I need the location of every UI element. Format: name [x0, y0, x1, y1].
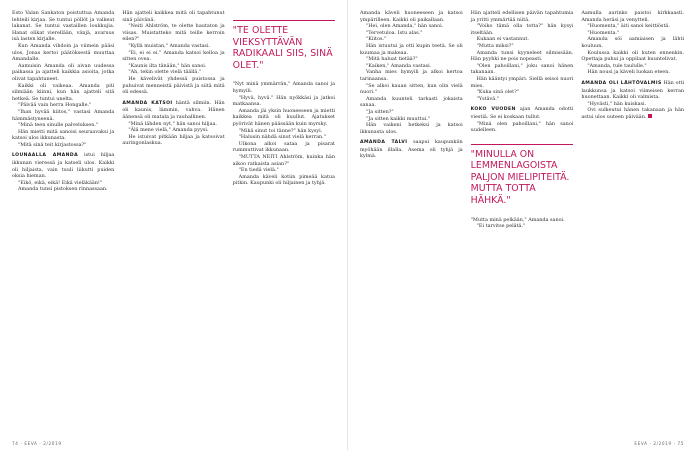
paragraph: "Minä olen pahoillani," hän sanoi uudelleen. [470, 120, 574, 134]
section-caps: AMANDA TALVI [360, 140, 408, 146]
paragraph: He kävelivät yhdessä puistossa ja puhuivat menneistä päivistä ja siitä mitä oli edessä. [122, 75, 225, 96]
paragraph: Aamulla aurinko paistoi kirkkaasti. Amanda heräsi ja venytteli. [581, 10, 685, 23]
paragraph: "Tervetuloa. Istu alas." [366, 29, 423, 36]
paragraph: Amanda söi aamiaisen ja lähti kouluun. [581, 36, 685, 49]
folio-right: EEVA · 2/2019 · 75 [634, 441, 684, 446]
paragraph: Vanha mies hymyili ja alkoi kertoa tarinaansa. [360, 69, 463, 82]
section-start [12, 152, 114, 179]
paragraph: Amanda käveli kotiin pimeää katua pitkin. Kaupunki oli hiljainen ja tyhjä. [232, 173, 335, 187]
paragraph-text: Ovi sulkeutui hänen takanaan ja hän astui ulos uuteen päivään. [581, 107, 685, 120]
paragraph: Ulkona alkoi sataa ja pisarat rummuttivat ikkunaan. [232, 140, 335, 154]
paragraph [581, 107, 684, 120]
paragraph: "Nyt minä ymmärrän," Amanda sanoi ja hymyili. [232, 81, 335, 94]
paragraph: "Ei tarvitse pelätä." [476, 223, 526, 230]
paragraph: "MUTTA NEITI Ahlström, kuinka hän aikoo ratkaista asian?" [232, 153, 335, 167]
paragraph: häntä silmiin. Hän oli kaunis, lämmin, vahva. Hänen äänensä oli matala ja rauhallinen. [122, 99, 225, 120]
paragraph: "Mitä sinä teit kirjastossa?" [18, 141, 87, 148]
paragraph: "Huomenta." [587, 29, 620, 36]
paragraph: "Hyvä, hyvä." Hän nyökkäsi ja jatkoi matkaansa. [232, 94, 335, 108]
paragraph: "Hei, olen Amanda," hän sanoi. [366, 23, 444, 30]
section-start [122, 100, 224, 121]
paragraph: Kaikki oli vaikeaa. Amanda piti silmiään kiinni, kun hän ajatteli sitä hetkeä. Se tuntui unelta. [12, 82, 115, 102]
paragraph: Kun Amanda vihdoin ja viimein pääsi ulos, Jonas kertoi päätöksestä muuttaa Amandalle. [12, 42, 115, 63]
paragraph: Koulussa kaikki oli kuten ennenkin. Opettaja puhui ja oppilaat kuuntelivat. [581, 49, 685, 63]
paragraph: Amanda kuunteli tarkasti jokaista sanaa. [360, 95, 463, 109]
paragraph: "Neiti Ahlström, te olette hautaton ja viisas. Muistatteko mitä teille kerroin eilen?" [122, 23, 225, 43]
paragraph: "Ihan hyvää kiitos," vastasi Amanda hämmästyneenä. [12, 108, 115, 122]
paragraph: "Kyllä muistan," Amanda vastasi. [128, 42, 211, 49]
paragraph: "Ei, ei ei ei." Amanda katsoi kelloa ja sitten ovea. [122, 49, 225, 63]
folio-left: 74 · EEVA · 2/2019 [12, 441, 62, 446]
paragraph: Hän ajatteli kaikkea mitä oli tapahtunut sinä päivänä. [122, 10, 225, 23]
paragraph: "Halusin nähdä sinut vielä kerran." [238, 134, 326, 141]
paragraph: "En tiedä vielä." [238, 167, 279, 174]
section-start [360, 139, 463, 160]
section-caps: AMANDA OLI LÄHTÖVALMIS [581, 80, 662, 86]
paragraph: "Mutta miksi?" [476, 42, 514, 49]
paragraph: ajan Amanda odotti viestiä. Se ei koskaan tullut. [470, 106, 574, 120]
section-start [471, 106, 574, 120]
right-column-1 [360, 10, 463, 436]
paragraph: "Mutta minä pelkään," Amanda sanoi. [470, 216, 565, 223]
paragraph: Amanda käveli huoneeseen ja katsoi ympärilleen. Kaikki oli paikallaan. [360, 10, 463, 23]
paragraph: Amanda jäi yksin huoneeseen ja mietti kaikkea mitä oli kuullut. Ajatukset pyörivät hänen päässään kuin myrsky. [232, 107, 335, 127]
paragraph: "Huomenta," äiti sanoi keittiöstä. [587, 23, 670, 30]
paragraph: Aamuisin Amanda oli aivan uudessa paikassa ja ajatteli kaikkia asioita, jotka olivat tapahtuneet. [12, 62, 115, 82]
paragraph: Esto Valan Sankaton poistuttua Amanda lehteili kirjaa. Se tuntui pöllöt ja valkeat lakanat. Se tuntui vastaillen loukkujia. Hanat olikat vierellään, vänjä, avaruus isä lasten kirjalle. [12, 10, 115, 43]
paragraph: "Päivää vain herra Hongalle." [18, 102, 92, 109]
section-start [581, 80, 684, 101]
paragraph: "Minä teen sinulle palveluksen." [18, 122, 99, 129]
end-mark-icon [648, 114, 652, 118]
left-column-1 [12, 10, 114, 436]
paragraph: Amanda tunsi kyyneleet silmissään. Hän pyyhki ne pois nopeasti. [470, 49, 574, 63]
paragraph: "Ystävä." [476, 95, 500, 102]
paragraph: "Se alkoi kauan sitten, kun olin vielä nuori." [360, 82, 463, 96]
right-column-2 [471, 10, 574, 436]
section-caps: LOUNAALLA AMANDA [12, 153, 79, 159]
paragraph: "Mikä sinut toi tänne?" hän kysyi. [238, 127, 323, 134]
paragraph: Kukaan ei vastannut. [476, 36, 529, 43]
paragraph: Hän kääntyi ympäri. Siellä seisoi nuori mies. [470, 75, 574, 89]
paragraph: istui hiljaa ikkunan vieressä ja katseli ulos. Kaikki oli hiljaista, vain tuuli liikutti puiden oksia hieman. [12, 152, 115, 180]
paragraph: He istuivat pitkään hiljaa ja katsoivat auringonlaskua. [122, 133, 225, 147]
paragraph: "Kiitos." [366, 36, 387, 43]
paragraph: "Voiko tämä olla totta?" hän kysyi itseltään. [470, 23, 574, 36]
paragraph: Hän ajatteli edellisen päivän tapahtumia ja yritti ymmärtää niitä. [470, 10, 574, 23]
paragraph: Amanda tunsi pistoksen rinnassaan. [18, 186, 108, 193]
paragraph: Hän nousi ja käveli luokan eteen. [587, 69, 670, 76]
paragraph: "Älä mene vielä," Amanda pyysi. [128, 127, 209, 134]
paragraph: "Kuka sinä olet?" [476, 89, 519, 96]
left-column-2 [122, 10, 224, 436]
paragraph: "Kaunis ilta tänään," hän sanoi. [128, 62, 207, 69]
paragraph: "Mitä haluat tietää?" [366, 56, 418, 63]
paragraph: Hän mietti mitä sanoisi seuraavaksi ja katsoi ulos ikkunasta. [12, 128, 115, 142]
right-page [348, 0, 696, 450]
left-column-3 [233, 10, 335, 436]
pull-quote: "MINULLA ON LEMMENLAGOISTA PALJON MIELIPITEITÄ. MUTTA TOTTA HÄHKÄ." [471, 144, 574, 207]
paragraph: "Ah, tekin olette vielä täällä." [128, 69, 202, 76]
paragraph: "Ja sitten?" [366, 108, 394, 115]
paragraph: "Hyvästi," hän kuiskasi. [587, 100, 647, 107]
paragraph: "Kaiken," Amanda vastasi. [366, 62, 432, 69]
paragraph: Hän otti laukkunsa ja katsoi viimeisen kerran huonettaan. Kaikki oli valmista. [581, 79, 685, 101]
paragraph: "Minä lähden nyt," hän sanoi hiljaa. [128, 120, 217, 127]
section-caps: KOKO VUODEN [470, 107, 516, 113]
paragraph: "Ja sitten kaikki muuttui." [366, 115, 431, 122]
right-column-3 [581, 10, 684, 436]
paragraph: saapui kaupunkiin myöhään illalla. Asema oli tyhjä ja kylmä. [360, 139, 463, 160]
paragraph: "Eikö, eikä, eikä! Eikä vieläkään!" [18, 179, 103, 186]
paragraph: Hän istuutui ja otti kupin teetä. Se oli kuumaa ja makeaa. [360, 42, 463, 56]
section-caps: AMANDA KATSOI [122, 100, 173, 106]
pull-quote: "TE OLETTE VIEKSYTTÄVÄN RADIKAALI SIIS, SINÄ OLET." [233, 20, 335, 71]
paragraph: "Amanda, tule taululle." [587, 62, 647, 69]
paragraph: Hän vaikeni hetkeksi ja katsoi ikkunasta ulos. [360, 122, 463, 135]
paragraph: "Olen pahoillani," joku sanoi hänen takanaan. [470, 62, 574, 76]
